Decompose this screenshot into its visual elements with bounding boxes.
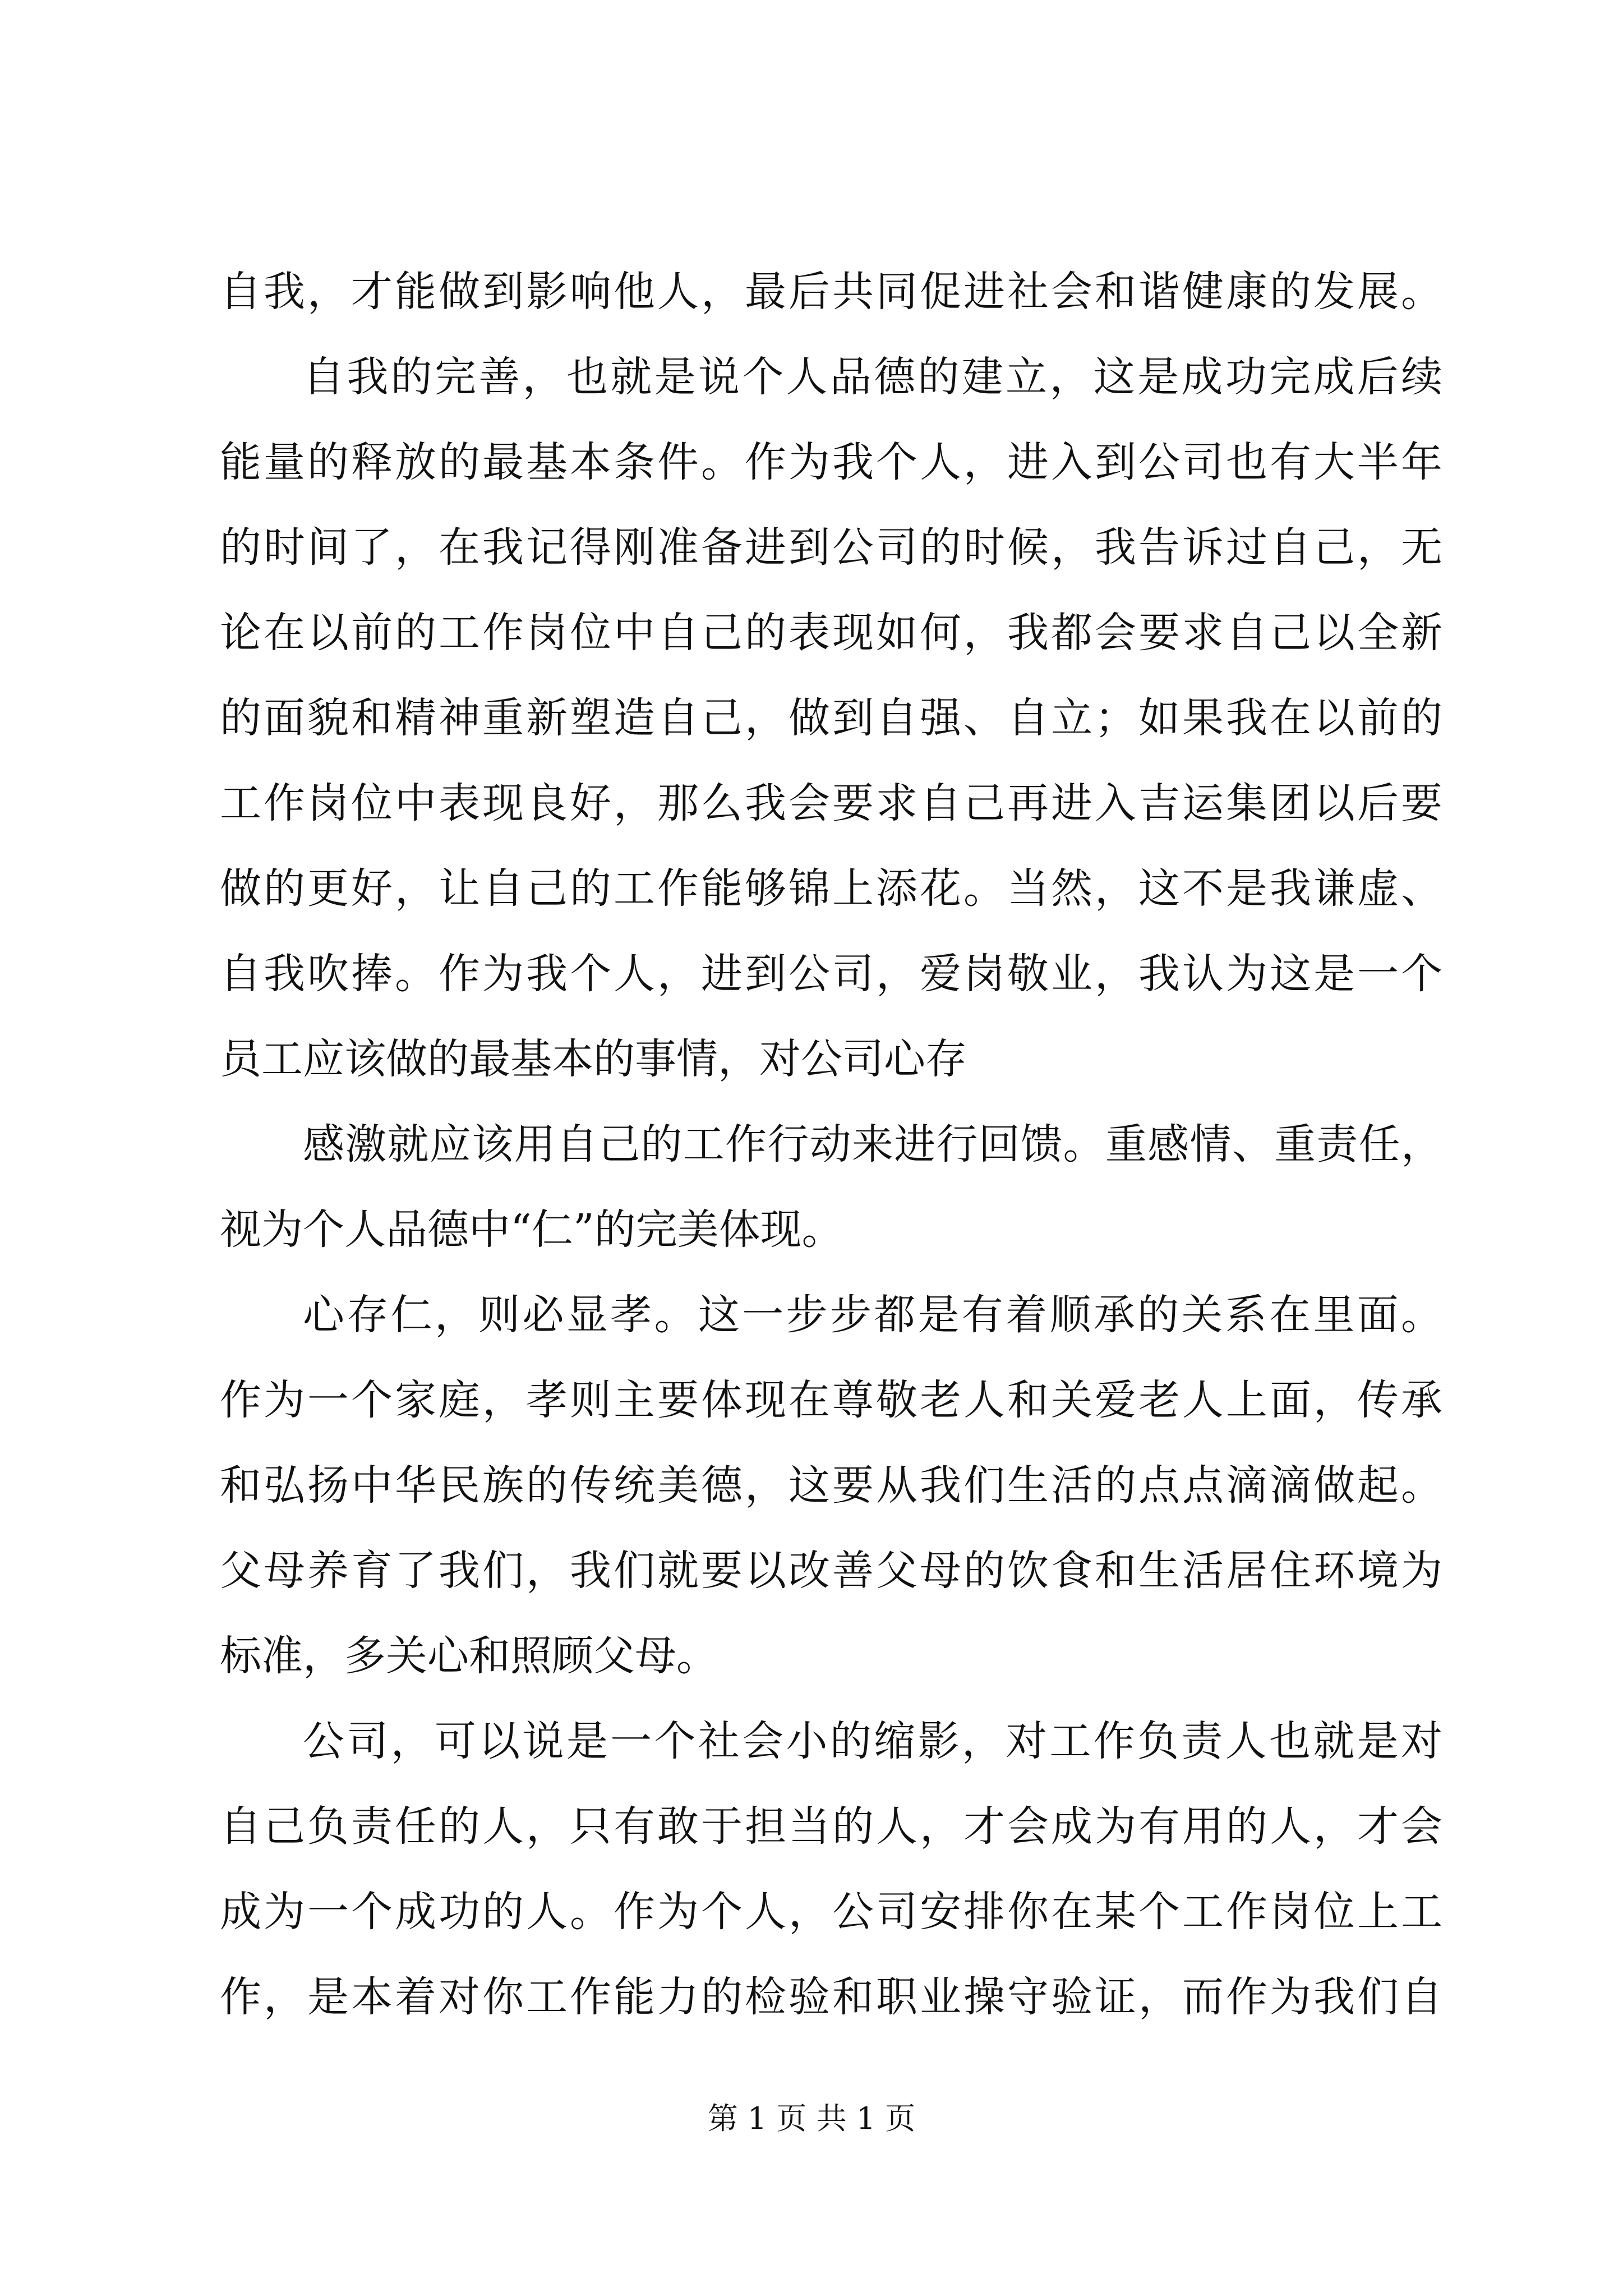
text-line: 感激就应该用自己的工作行动来进行回馈。重感情、重责任， (303, 1120, 1442, 1168)
text-line: 自我，才能做到影响他人，最后共同促进社会和谐健康的发展。 (220, 268, 1442, 316)
text-line: 论在以前的工作岗位中自己的表现如何，我都会要求自己以全新 (220, 609, 1442, 657)
text-line: 的面貌和精神重新塑造自己，做到自强、自立；如果我在以前的 (220, 694, 1442, 742)
text-line: 的时间了，在我记得刚准备进到公司的时候，我告诉过自己，无 (220, 523, 1442, 572)
text-line: 标准，多关心和照顾父母。 (220, 1632, 718, 1680)
text-line: 视为个人品德中“仁”的完美体现。 (220, 1205, 843, 1254)
text-line: 自己负责任的人，只有敢于担当的人，才会成为有用的人，才会 (220, 1802, 1442, 1851)
text-line: 和弘扬中华民族的传统美德，这要从我们生活的点点滴滴做起。 (220, 1461, 1442, 1510)
text-line: 自我的完善，也就是说个人品德的建立，这是成功完成后续 (303, 353, 1442, 401)
text-line: 自我吹捧。作为我个人，进到公司，爱岗敬业，我认为这是一个 (220, 950, 1442, 998)
text-line: 公司，可以说是一个社会小的缩影，对工作负责人也就是对 (303, 1717, 1442, 1765)
text-line: 作为一个家庭，孝则主要体现在尊敬老人和关爱老人上面，传承 (220, 1376, 1442, 1424)
text-line: 作，是本着对你工作能力的检验和职业操守验证，而作为我们自 (220, 1973, 1442, 2021)
text-line: 做的更好，让自己的工作能够锦上添花。当然，这不是我谦虚、 (220, 864, 1442, 913)
text-line: 成为一个成功的人。作为个人，公司安排你在某个工作岗位上工 (220, 1888, 1442, 1936)
text-line: 工作岗位中表现良好，那么我会要求自己再进入吉运集团以后要 (220, 779, 1442, 827)
text-line: 心存仁，则必显孝。这一步步都是有着顺承的关系在里面。 (303, 1291, 1442, 1339)
text-line: 员工应该做的最基本的事情，对公司心存 (220, 1035, 967, 1083)
text-line: 能量的释放的最基本条件。作为我个人，进入到公司也有大半年 (220, 438, 1442, 486)
page-number-footer: 第 1 页 共 1 页 (707, 2101, 916, 2136)
text-line: 父母养育了我们，我们就要以改善父母的饮食和生活居住环境为 (220, 1547, 1442, 1595)
